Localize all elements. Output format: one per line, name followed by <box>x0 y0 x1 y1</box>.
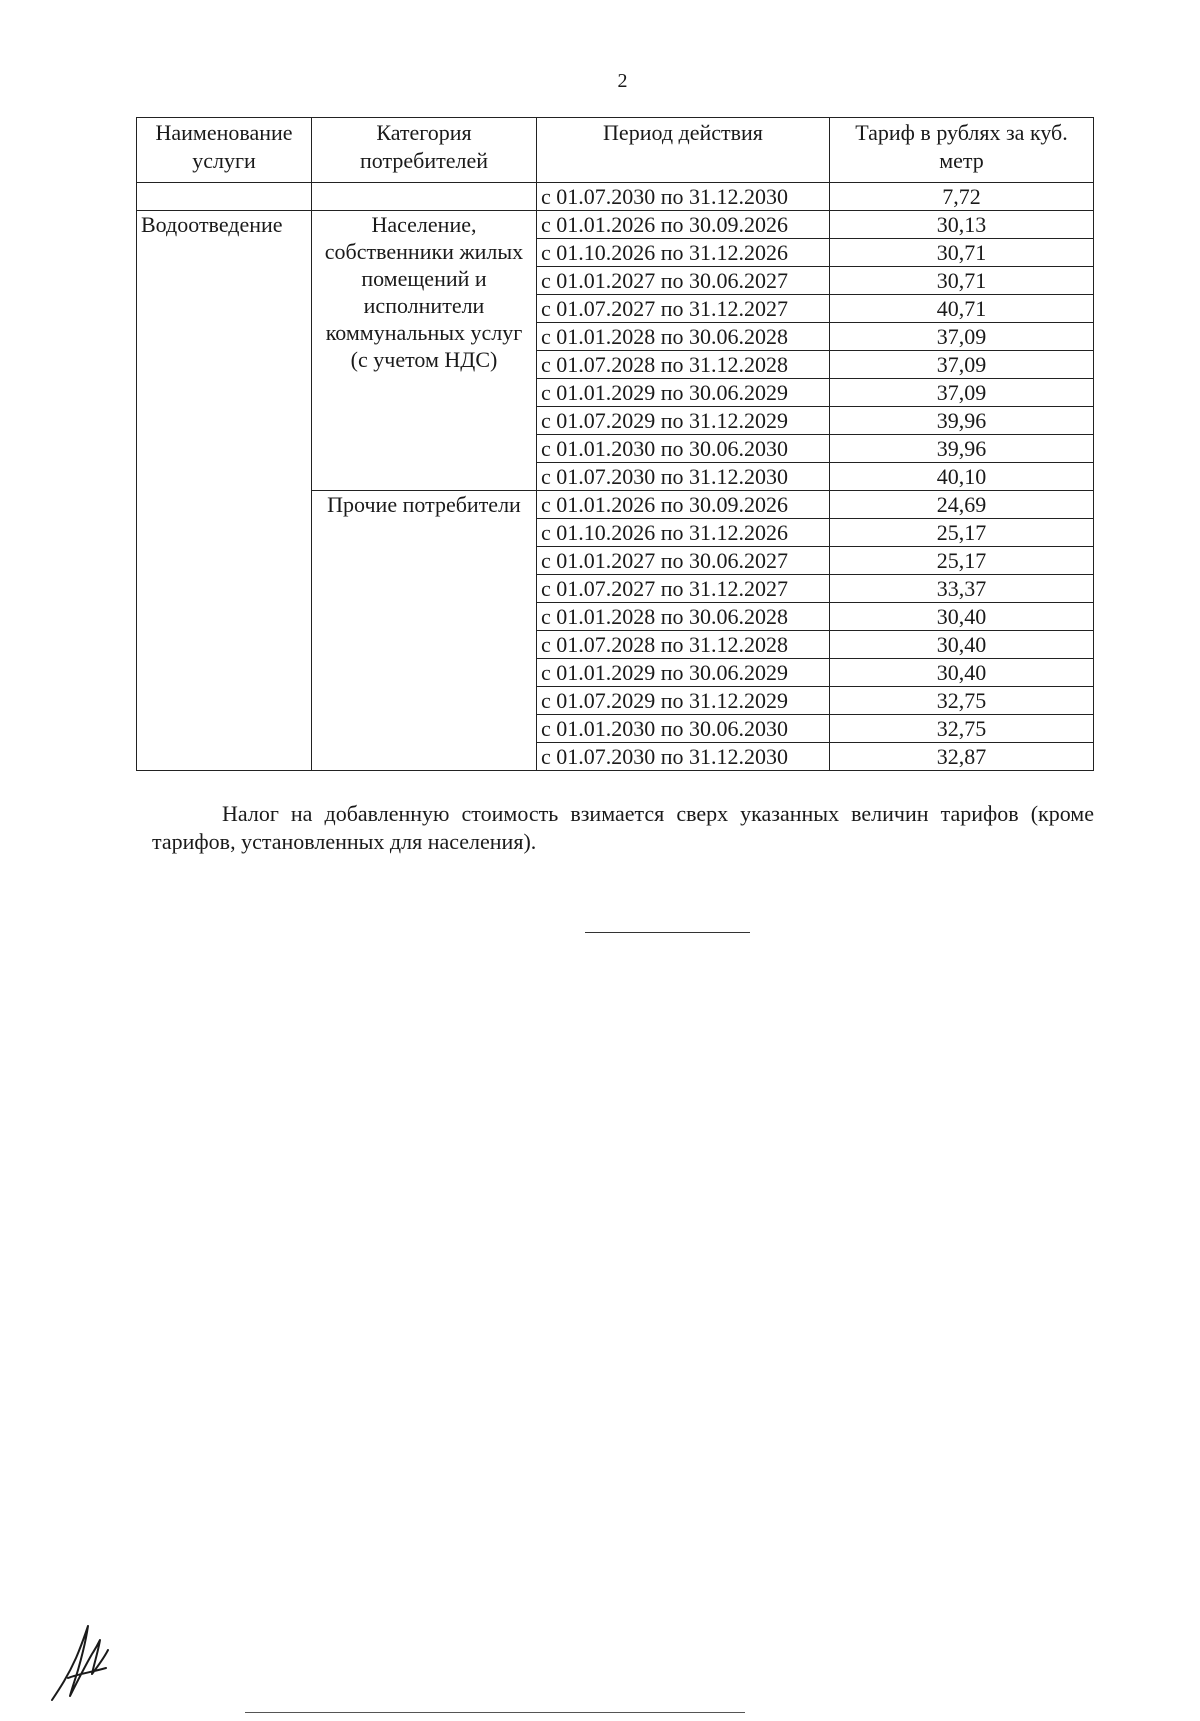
period-cell: с 01.01.2028 по 30.06.2028 <box>537 323 830 351</box>
period-cell: с 01.01.2029 по 30.06.2029 <box>537 379 830 407</box>
period-cell: с 01.07.2030 по 31.12.2030 <box>537 463 830 491</box>
period-cell: с 01.07.2028 по 31.12.2028 <box>537 351 830 379</box>
tariff-cell: 37,09 <box>830 379 1094 407</box>
tariff-cell: 32,75 <box>830 687 1094 715</box>
service-cell <box>137 183 312 211</box>
tariff-cell: 25,17 <box>830 547 1094 575</box>
period-cell: с 01.01.2026 по 30.09.2026 <box>537 491 830 519</box>
tariff-cell: 24,69 <box>830 491 1094 519</box>
tariff-table <box>136 117 1094 771</box>
tariff-cell: 37,09 <box>830 351 1094 379</box>
period-cell: с 01.01.2027 по 30.06.2027 <box>537 267 830 295</box>
footer-line <box>245 1712 745 1713</box>
page-number: 2 <box>617 70 628 92</box>
header-tariff: Тариф в рублях за куб. метр <box>830 118 1094 183</box>
tariff-cell: 33,37 <box>830 575 1094 603</box>
table-row <box>137 211 1094 239</box>
tariff-cell: 32,75 <box>830 715 1094 743</box>
period-cell: с 01.01.2027 по 30.06.2027 <box>537 547 830 575</box>
period-cell: с 01.07.2027 по 31.12.2027 <box>537 295 830 323</box>
separator-line <box>585 932 750 933</box>
tariff-cell: 37,09 <box>830 323 1094 351</box>
header-category: Категория потребителей <box>312 118 537 183</box>
header-period: Период действия <box>537 118 830 183</box>
category-name-cell: Прочие потребители <box>312 491 537 771</box>
tariff-cell: 32,87 <box>830 743 1094 771</box>
period-cell: с 01.01.2030 по 30.06.2030 <box>537 715 830 743</box>
tariff-cell: 25,17 <box>830 519 1094 547</box>
period-cell: с 01.01.2026 по 30.09.2026 <box>537 211 830 239</box>
period-cell: с 01.07.2027 по 31.12.2027 <box>537 575 830 603</box>
period-cell: с 01.07.2030 по 31.12.2030 <box>537 183 830 211</box>
tariff-cell: 30,40 <box>830 631 1094 659</box>
tariff-cell: 7,72 <box>830 183 1094 211</box>
tariff-cell: 30,40 <box>830 659 1094 687</box>
tariff-cell: 30,40 <box>830 603 1094 631</box>
period-cell: с 01.01.2030 по 30.06.2030 <box>537 435 830 463</box>
category-cell <box>312 183 537 211</box>
period-cell: с 01.07.2029 по 31.12.2029 <box>537 687 830 715</box>
service-name-cell: Водоотведение <box>137 211 312 771</box>
period-cell: с 01.10.2026 по 31.12.2026 <box>537 239 830 267</box>
tariff-cell: 40,71 <box>830 295 1094 323</box>
period-cell: с 01.01.2028 по 30.06.2028 <box>537 603 830 631</box>
table-header-row <box>137 118 1094 183</box>
tariff-cell: 30,71 <box>830 239 1094 267</box>
tariff-cell: 39,96 <box>830 435 1094 463</box>
header-service: Наименование услуги <box>137 118 312 183</box>
period-cell: с 01.07.2028 по 31.12.2028 <box>537 631 830 659</box>
table-body <box>137 183 1094 771</box>
period-cell: с 01.10.2026 по 31.12.2026 <box>537 519 830 547</box>
tariff-cell: 30,71 <box>830 267 1094 295</box>
table-row <box>137 183 1094 211</box>
category-name-cell: Население, собственники жилых помещений и исполнители коммунальных услуг (с учетом НДС) <box>312 211 537 491</box>
tariff-cell: 30,13 <box>830 211 1094 239</box>
vat-note: Налог на добавленную стоимость взимается сверх указанных величин тарифов (кроме тарифов, установленных для населения). <box>152 801 1094 854</box>
period-cell: с 01.01.2029 по 30.06.2029 <box>537 659 830 687</box>
period-cell: с 01.07.2029 по 31.12.2029 <box>537 407 830 435</box>
signature-icon <box>42 1618 122 1708</box>
tariff-cell: 40,10 <box>830 463 1094 491</box>
period-cell: с 01.07.2030 по 31.12.2030 <box>537 743 830 771</box>
tariff-cell: 39,96 <box>830 407 1094 435</box>
